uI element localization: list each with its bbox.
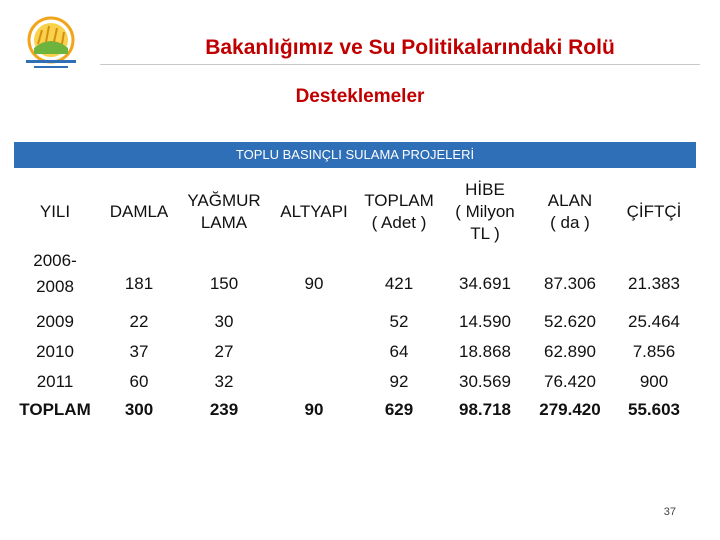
title-divider	[100, 64, 700, 65]
header-cell: ALTYAPI	[280, 202, 348, 221]
table-cell: 14.590	[459, 312, 511, 331]
page-subtitle: Desteklemeler	[295, 86, 425, 107]
table-cell: 7.856	[632, 342, 676, 361]
ministry-logo	[16, 14, 86, 74]
table-cell: 629	[384, 400, 414, 419]
table-cell: 421	[384, 274, 414, 293]
table-cell: 30	[214, 312, 234, 331]
header-cell: TOPLAM ( Adet )	[364, 191, 434, 232]
table-cell: 34.691	[459, 274, 511, 293]
table-cell: 239	[209, 400, 239, 419]
header-cell: HİBE ( Milyon TL )	[455, 180, 515, 243]
header-cell: ALAN ( da )	[547, 191, 593, 232]
table-cell: 52	[389, 312, 409, 331]
table-cell: 87.306	[544, 274, 596, 293]
table-cell: 150	[209, 274, 239, 293]
header-cell: YAĞMUR LAMA	[187, 191, 261, 232]
header-cell: YILI	[39, 202, 71, 221]
table-cell: 181	[124, 274, 154, 293]
table-cell: 27	[214, 342, 234, 361]
table-cell: 90	[304, 400, 324, 419]
table-cell: 92	[389, 372, 409, 391]
table-cell: 76.420	[544, 372, 596, 391]
table-cell: 2011	[36, 372, 74, 391]
table-cell: 2006- 2008	[33, 251, 77, 296]
page-title: Bakanlığımız ve Su Politikalarındaki Rolü	[205, 36, 615, 59]
table-cell: 300	[124, 400, 154, 419]
table-cell: 22	[129, 312, 149, 331]
table-cell: 90	[304, 274, 324, 293]
table-cell: 62.890	[544, 342, 596, 361]
table-cell: 55.603	[628, 400, 680, 419]
table-cell: 37	[129, 342, 149, 361]
table-cell: TOPLAM	[19, 400, 91, 419]
table-cell: 30.569	[459, 372, 511, 391]
table-cell: 25.464	[628, 312, 680, 331]
table-cell: 2009	[36, 312, 74, 331]
table-banner: TOPLU BASINÇLI SULAMA PROJELERİ	[14, 142, 696, 168]
table-cell: 279.420	[539, 400, 601, 419]
table-cell: 98.718	[459, 400, 511, 419]
table-cell: 18.868	[459, 342, 511, 361]
header-cell: ÇİFTÇİ	[626, 202, 682, 221]
table-cell: 2010	[36, 342, 74, 361]
slide-number: 37	[663, 506, 676, 518]
table-cell: 21.383	[628, 274, 680, 293]
table-cell: 64	[389, 342, 409, 361]
header-cell: DAMLA	[109, 202, 169, 221]
table-cell: 900	[639, 372, 669, 391]
table-cell: 60	[129, 372, 149, 391]
table-cell: 52.620	[544, 312, 596, 331]
table-cell: 32	[214, 372, 234, 391]
